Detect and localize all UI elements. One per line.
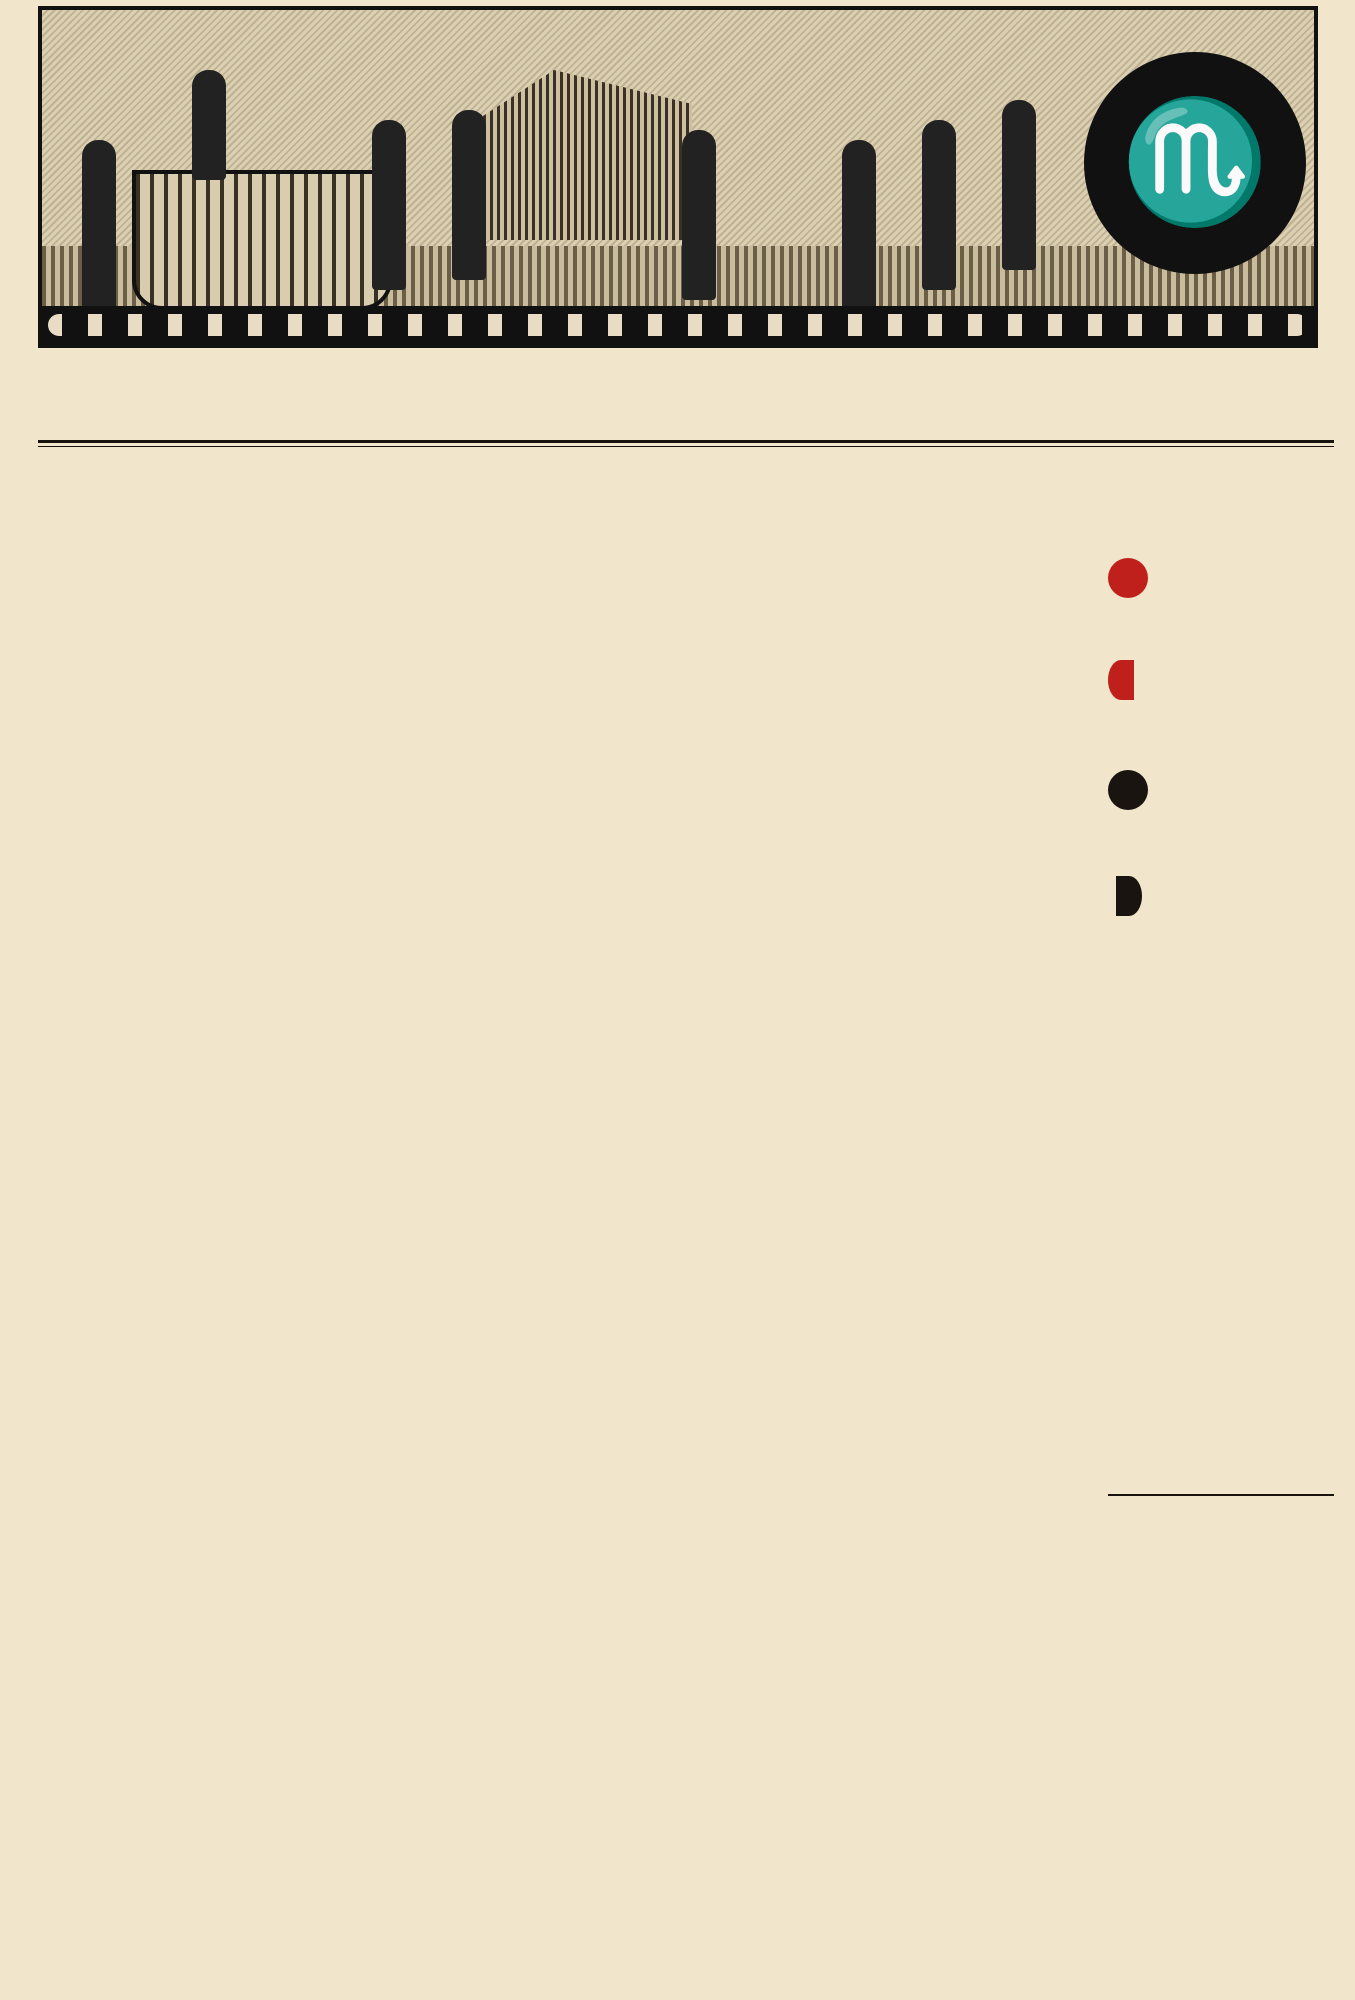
figure <box>372 120 406 290</box>
figure <box>452 110 486 280</box>
scorpion-icon: ♏ <box>1084 52 1306 274</box>
col-nap <box>42 452 72 532</box>
first-quarter <box>1108 876 1338 916</box>
top-rule-thin <box>38 446 1334 447</box>
wine-press-house <box>462 70 692 240</box>
new-moon-icon <box>1108 770 1148 810</box>
month-title <box>0 368 1355 438</box>
figure <box>82 140 116 310</box>
figure <box>922 120 956 290</box>
figure <box>682 130 716 300</box>
first-quarter-icon <box>1116 876 1142 916</box>
figure <box>1002 100 1036 270</box>
figure <box>842 140 876 310</box>
top-rule <box>38 440 1334 443</box>
wine-tub <box>132 170 392 310</box>
new-moon <box>1108 770 1338 810</box>
full-moon <box>1108 558 1338 598</box>
last-quarter <box>1108 660 1338 700</box>
last-quarter-icon <box>1108 660 1134 700</box>
header-illustration <box>38 6 1318 348</box>
decorative-border <box>42 306 1314 344</box>
side-rule <box>1108 1494 1334 1496</box>
full-moon-icon <box>1108 558 1148 598</box>
figure <box>192 70 226 180</box>
